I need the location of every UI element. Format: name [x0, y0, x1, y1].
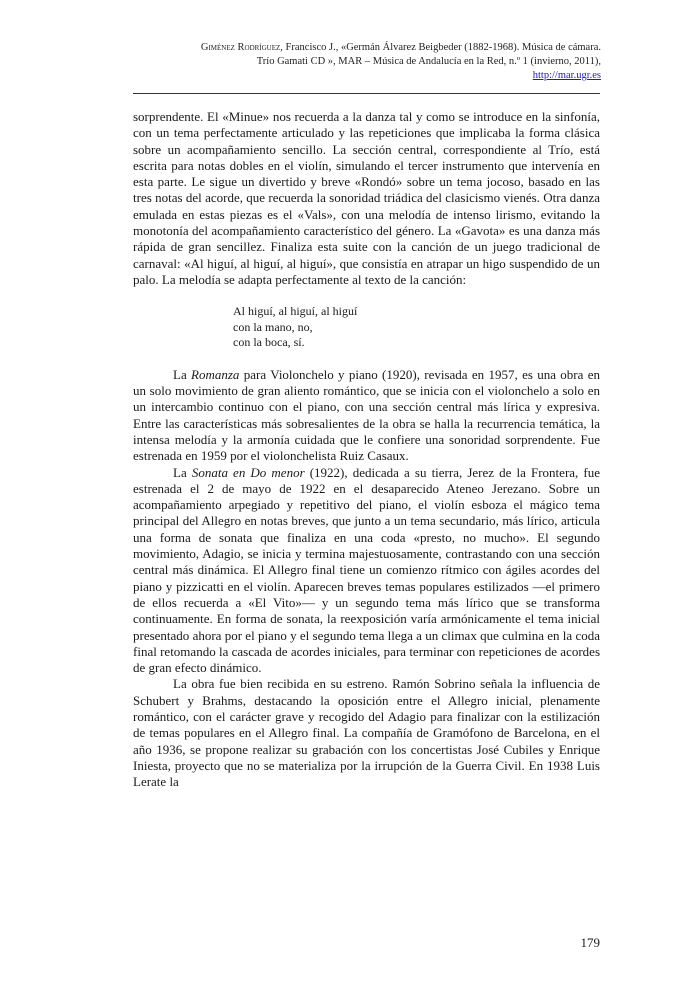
- main-text: [133, 109, 600, 790]
- paragraph-sonata-text: (1922), dedicada a su tierra, Jerez de la Frontera, fue estrenada el 2 de mayo de 1922 en el desaparecido Ateneo Jerezano. Sobre un acompañamiento arpegiado y repetitivo del piano, el violín esboza el mágico tema principal del Allegro en notas breves, que junto a un tema secundario, más lírico, articula una forma de sonata que finaliza en una coda «presto, no mucho». El segundo movimiento, Adagio, se inicia y termina majestuosamente, contrastando con una sección central más dinámica. El Allegro final tiene un comienzo rítmico con ágiles acordes del piano y pizzicatti en el violín. Aparecen breves temas populares estilizados —el primero de ellos recuerda a «El Vito»— y un segundo tema más lírico que se transforma continuamente. En forma de sonata, la reexposición varía armónicamente el tema inicial presentado ahora por el piano y el segundo tema llega a un climax que culmina en la coda final retomando la cascada de acordes iniciales, para terminar con repeticiones de acordes de gran efecto dinámico.: [133, 464, 600, 676]
- journal-url-link[interactable]: http://mar.ugr.es: [532, 70, 601, 81]
- paragraph-sonata: [133, 465, 600, 677]
- verse-line-2: con la mano, no,: [233, 319, 313, 334]
- citation-line-1: [121, 41, 601, 55]
- paragraph-romanza-text: para Violonchelo y piano (1920), revisada en 1957, es una obra en un solo movimiento de gran aliento romántico, que se inicia con el violonchelo a solo en un intercambio continuo con el piano, con una sección central más lírica y expresiva. Entre las características más sobresalientes de la obra se halla la recurrencia temática, la intensa melodía y la armonía cuidada que le confiere una sonoridad sorprendente. Fue estrenada en 1959 por el violonchelista Ruiz Casaux.: [133, 366, 600, 464]
- page-number: 179: [580, 935, 600, 950]
- paragraph-romanza-lead: La: [173, 366, 192, 382]
- header-rule: [133, 93, 600, 94]
- verse-line-1: Al higuí, al higuí, al higuí: [233, 304, 358, 319]
- song-verse: [233, 304, 600, 351]
- paragraph-sonata-lead: La: [173, 464, 192, 480]
- paragraph-reception: La obra fue bien recibida en su estreno. Ramón Sobrino señala la influencia de Schubert y Brahms, destacando la oposición entre el Allegro inicial, plenamente romántico, con el carácter grave y recogido del Adagio para finalizar con la estilización de temas populares en el Allegro final. La compañía de Gramófono de Barcelona, en el año 1936, se propone realizar su grabación con los concertistas José Cubiles y Enrique Iniesta, proyecto que no se materializa por la irrupción de la Guerra Civil. En 1938 Luis Lerate la: [133, 676, 600, 790]
- work-title-romanza: Romanza: [191, 366, 240, 382]
- verse-line-3: con la boca, sí.: [233, 335, 305, 350]
- paragraph-minue: sorprendente. El «Minue» nos recuerda a la danza tal y como se introduce en la sinfonía, con un tema perfectamente articulado y las repeticiones que implicaba la forma clásica sobre un acompañamiento sencillo. La sección central, correspondiente al Trío, está escrita para notas dobles en el violín, simulando el tercer instrumento que intervenía en esta parte. Le sigue un divertido y breve «Rondó» sobre un tema jocoso, basado en las tres notas del acorde, que recuerda la sonoridad triádica del clasicismo vienés. Otra danza emulada en estas piezas es el «Vals», con una melodía de intenso lirismo, evitando la monotonía del acompañamiento característico del género. La «Gavota» es una danza más rápida de gran sencillez. Finaliza esta suite con la canción de un juego tradicional de carnaval: «Al higuí, al higuí, al higuí», que consistía en atrapar un higo suspendido de un palo. La melodía se adapta perfectamente al texto de la canción:: [133, 109, 600, 287]
- citation-line-2: Trío Gamati CD », MAR – Música de Andalucía en la Red, n.º 1 (invierno, 2011),: [256, 56, 601, 67]
- paragraph-romanza: [133, 367, 600, 465]
- author-name: Giménez Rodríguez: [200, 42, 281, 53]
- citation-text-1: , Francisco J., «Germán Álvarez Beigbeder (1882-1968). Música de cámara.: [280, 42, 601, 53]
- work-title-sonata: Sonata en Do menor: [191, 464, 305, 480]
- running-header: [121, 41, 601, 83]
